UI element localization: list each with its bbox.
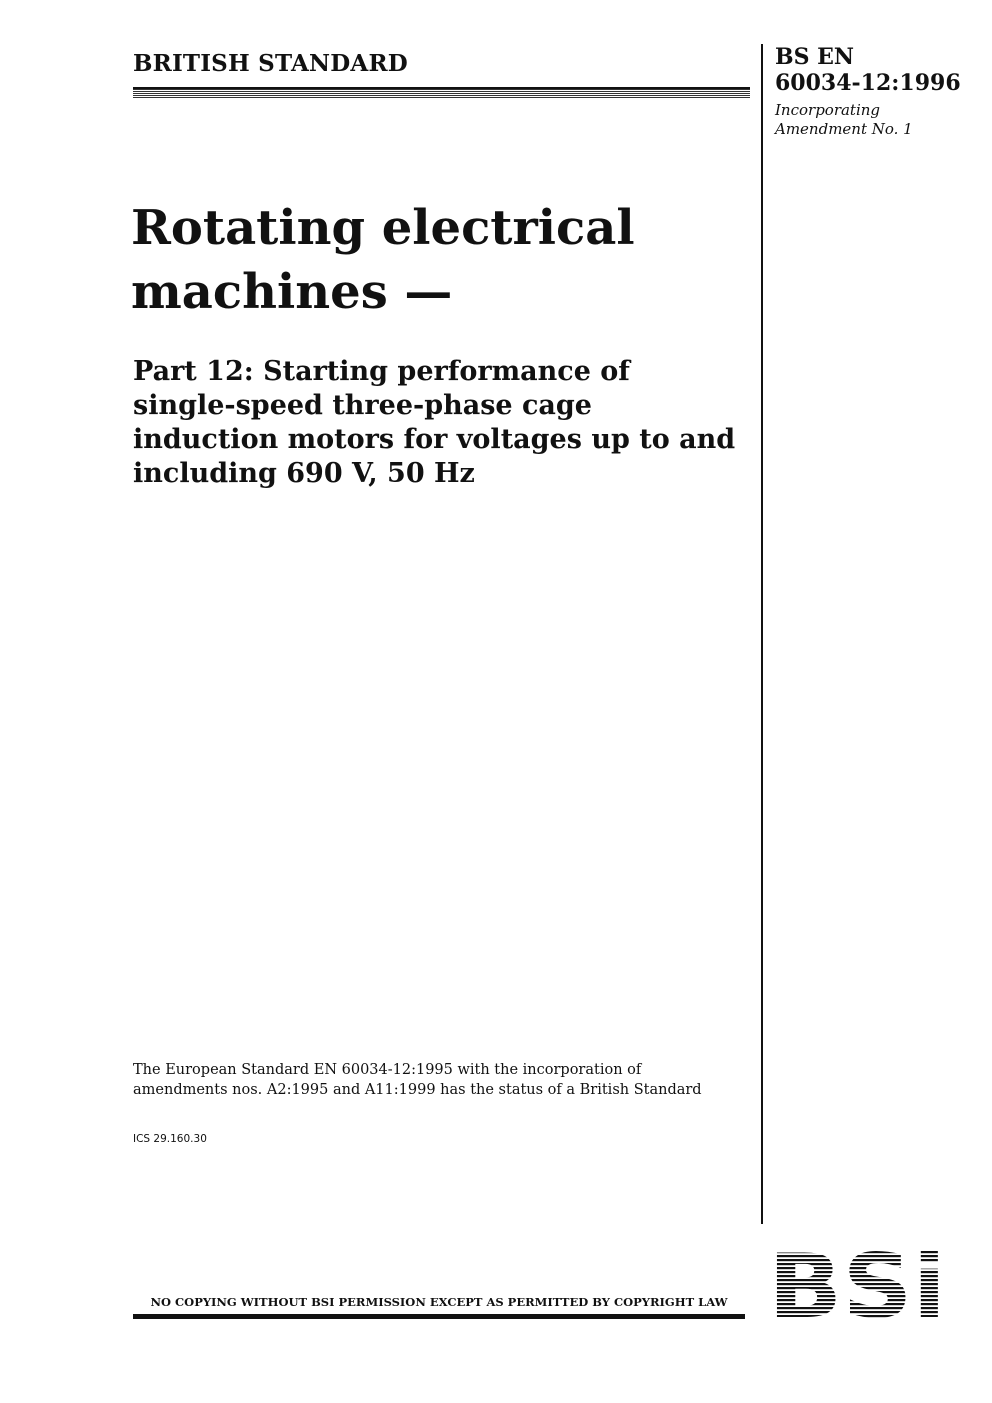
bsi-logo-mark [770, 1243, 946, 1319]
document-number [775, 44, 961, 96]
status-line2: amendments nos. A2:1995 and A11:1999 has the status of a British Standard [133, 1082, 702, 1098]
title-line1: Rotating electrical [131, 200, 635, 256]
document-subtitle [133, 355, 735, 491]
vertical-divider [761, 44, 763, 1224]
title-line2: machines — [131, 264, 453, 320]
bsi-logo-icon [770, 1243, 946, 1319]
subtitle-line1: Part 12: Starting performance of [133, 356, 630, 387]
subtitle-line2: single-speed three-phase cage [133, 390, 592, 421]
subtitle-line4: including 690 V, 50 Hz [133, 458, 475, 489]
status-line1: The European Standard EN 60034-12:1995 with the incorporation of [133, 1062, 642, 1078]
header-rule-top-line [133, 87, 750, 89]
status-statement [133, 1060, 702, 1100]
amendment-line2: Amendment No. 1 [775, 120, 913, 138]
document-title [131, 196, 635, 324]
subtitle-line3: induction motors for voltages up to and [133, 424, 736, 455]
amendment-note [775, 101, 913, 139]
copyright-notice: NO COPYING WITHOUT BSI PERMISSION EXCEPT AS PERMITTED BY COPYRIGHT LAW [150, 1295, 728, 1309]
document-number-line2: 60034-12:1996 [775, 70, 961, 96]
document-number-line1: BS EN [775, 44, 855, 70]
ics-code: ICS 29.160.30 [133, 1133, 207, 1145]
footer-rule [133, 1314, 745, 1319]
series-label: BRITISH STANDARD [133, 50, 408, 77]
amendment-line1: Incorporating [775, 101, 881, 119]
